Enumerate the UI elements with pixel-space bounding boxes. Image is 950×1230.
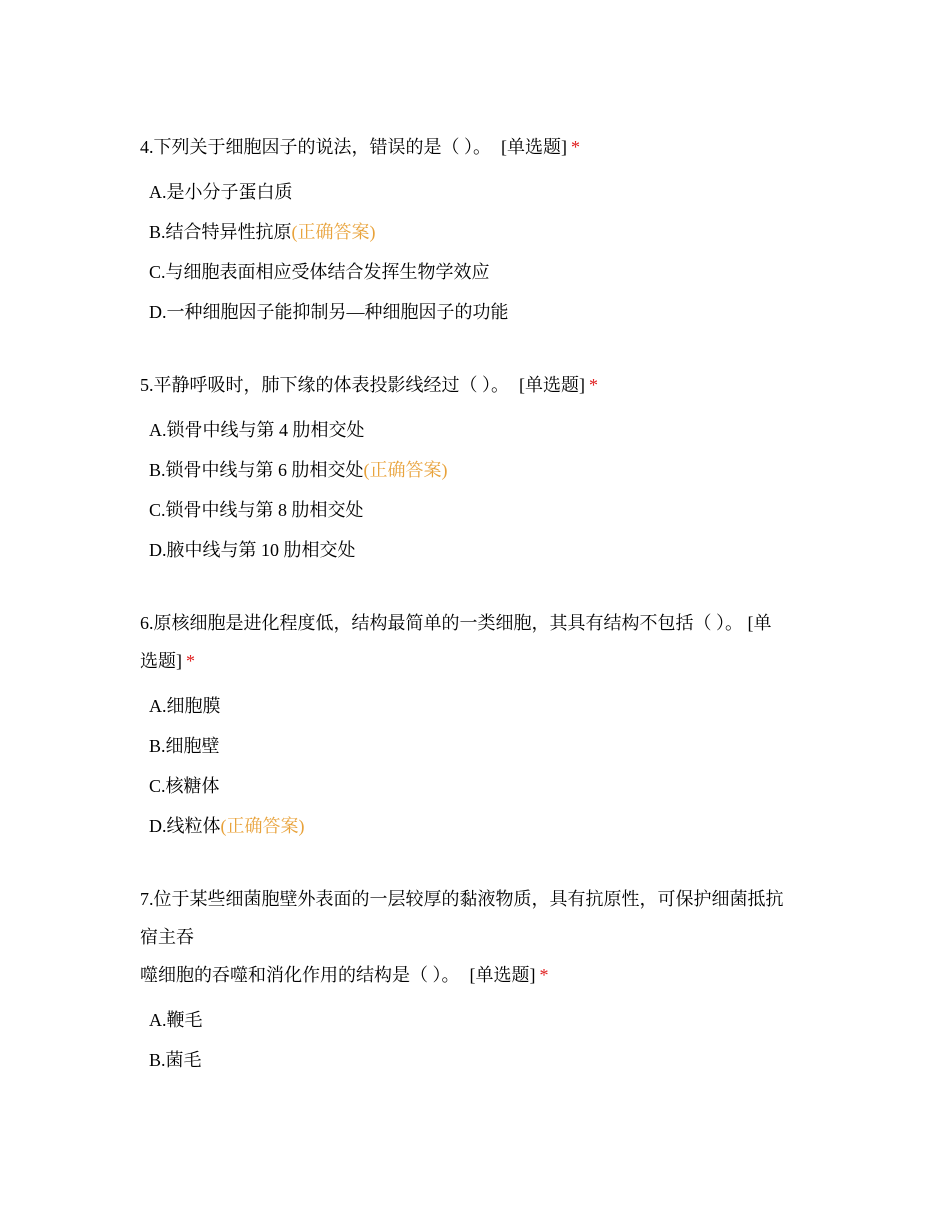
option-text: A.是小分子蛋白质 [149, 182, 293, 202]
option-list [149, 172, 812, 332]
option-text: B.细胞壁 [149, 736, 220, 756]
required-mark: * [186, 651, 195, 671]
option-item [149, 490, 812, 530]
option-item [149, 212, 812, 252]
option-item [149, 1040, 812, 1080]
option-text: C.锁骨中线与第 8 肋相交处 [149, 500, 364, 520]
question-title [140, 128, 812, 166]
question-3 [140, 604, 812, 846]
option-text: B.菌毛 [149, 1050, 202, 1070]
option-item [149, 292, 812, 332]
question-title-text: 选题] [140, 651, 182, 671]
required-mark: * [539, 965, 549, 985]
question-list [140, 128, 812, 1080]
question-2 [140, 366, 812, 570]
option-item [149, 1000, 812, 1040]
option-text: A.细胞膜 [149, 696, 221, 716]
question-title-line [140, 604, 812, 642]
question-title-line [140, 128, 812, 166]
option-text: C.与细胞表面相应受体结合发挥生物学效应 [149, 262, 490, 282]
option-text: D.线粒体 [149, 816, 221, 836]
option-item [149, 410, 812, 450]
option-item [149, 172, 812, 212]
question-title-text: 5.平静呼吸时，肺下缘的体表投影线经过（ ）。 [140, 375, 509, 395]
option-text: B.结合特异性抗原 [149, 222, 292, 242]
option-list [149, 410, 812, 570]
correct-answer-label: (正确答案) [291, 222, 376, 242]
question-type-label: [单选题] [469, 965, 536, 985]
option-text: A.鞭毛 [149, 1010, 203, 1030]
question-type-label: [单选题] [501, 137, 567, 157]
option-item [149, 530, 812, 570]
question-title-text: 噬细胞的吞噬和消化作用的结构是（ ）。 [140, 965, 460, 985]
option-item [149, 450, 812, 490]
required-mark: * [571, 137, 580, 157]
question-title-text: 6.原核细胞是进化程度低，结构最简单的一类细胞，其具有结构不包括（ ）。 [单 [140, 613, 772, 633]
question-title-text: 4.下列关于细胞因子的说法，错误的是（ ）。 [140, 137, 491, 157]
question-spacer [140, 332, 812, 366]
question-spacer [140, 846, 812, 880]
correct-answer-label: (正确答案) [363, 460, 448, 480]
question-4 [140, 880, 812, 1080]
question-title-text: 7.位于某些细菌胞壁外表面的一层较厚的黏液物质，具有抗原性，可保护细菌抵抗 [140, 889, 784, 909]
question-title-line [140, 366, 812, 404]
option-text: A.锁骨中线与第 4 肋相交处 [149, 420, 365, 440]
question-title [140, 604, 812, 680]
question-title-line [140, 956, 812, 994]
question-title-text: 宿主吞 [140, 927, 194, 947]
option-item [149, 806, 812, 846]
option-text: D.一种细胞因子能抑制另—种细胞因子的功能 [149, 302, 509, 322]
required-mark: * [589, 375, 598, 395]
question-title-line [140, 642, 812, 680]
option-item [149, 726, 812, 766]
question-type-label: [单选题] [519, 375, 585, 395]
question-spacer [140, 570, 812, 604]
question-1 [140, 128, 812, 332]
option-item [149, 252, 812, 292]
option-text: D.腋中线与第 10 肋相交处 [149, 540, 356, 560]
option-item [149, 766, 812, 806]
question-title [140, 366, 812, 404]
question-title-line [140, 918, 812, 956]
question-title [140, 880, 812, 994]
option-list [149, 686, 812, 846]
option-text: C.核糖体 [149, 776, 220, 796]
correct-answer-label: (正确答案) [220, 816, 305, 836]
question-title-line [140, 880, 812, 918]
option-item [149, 686, 812, 726]
option-text: B.锁骨中线与第 6 肋相交处 [149, 460, 364, 480]
option-list [149, 1000, 812, 1080]
